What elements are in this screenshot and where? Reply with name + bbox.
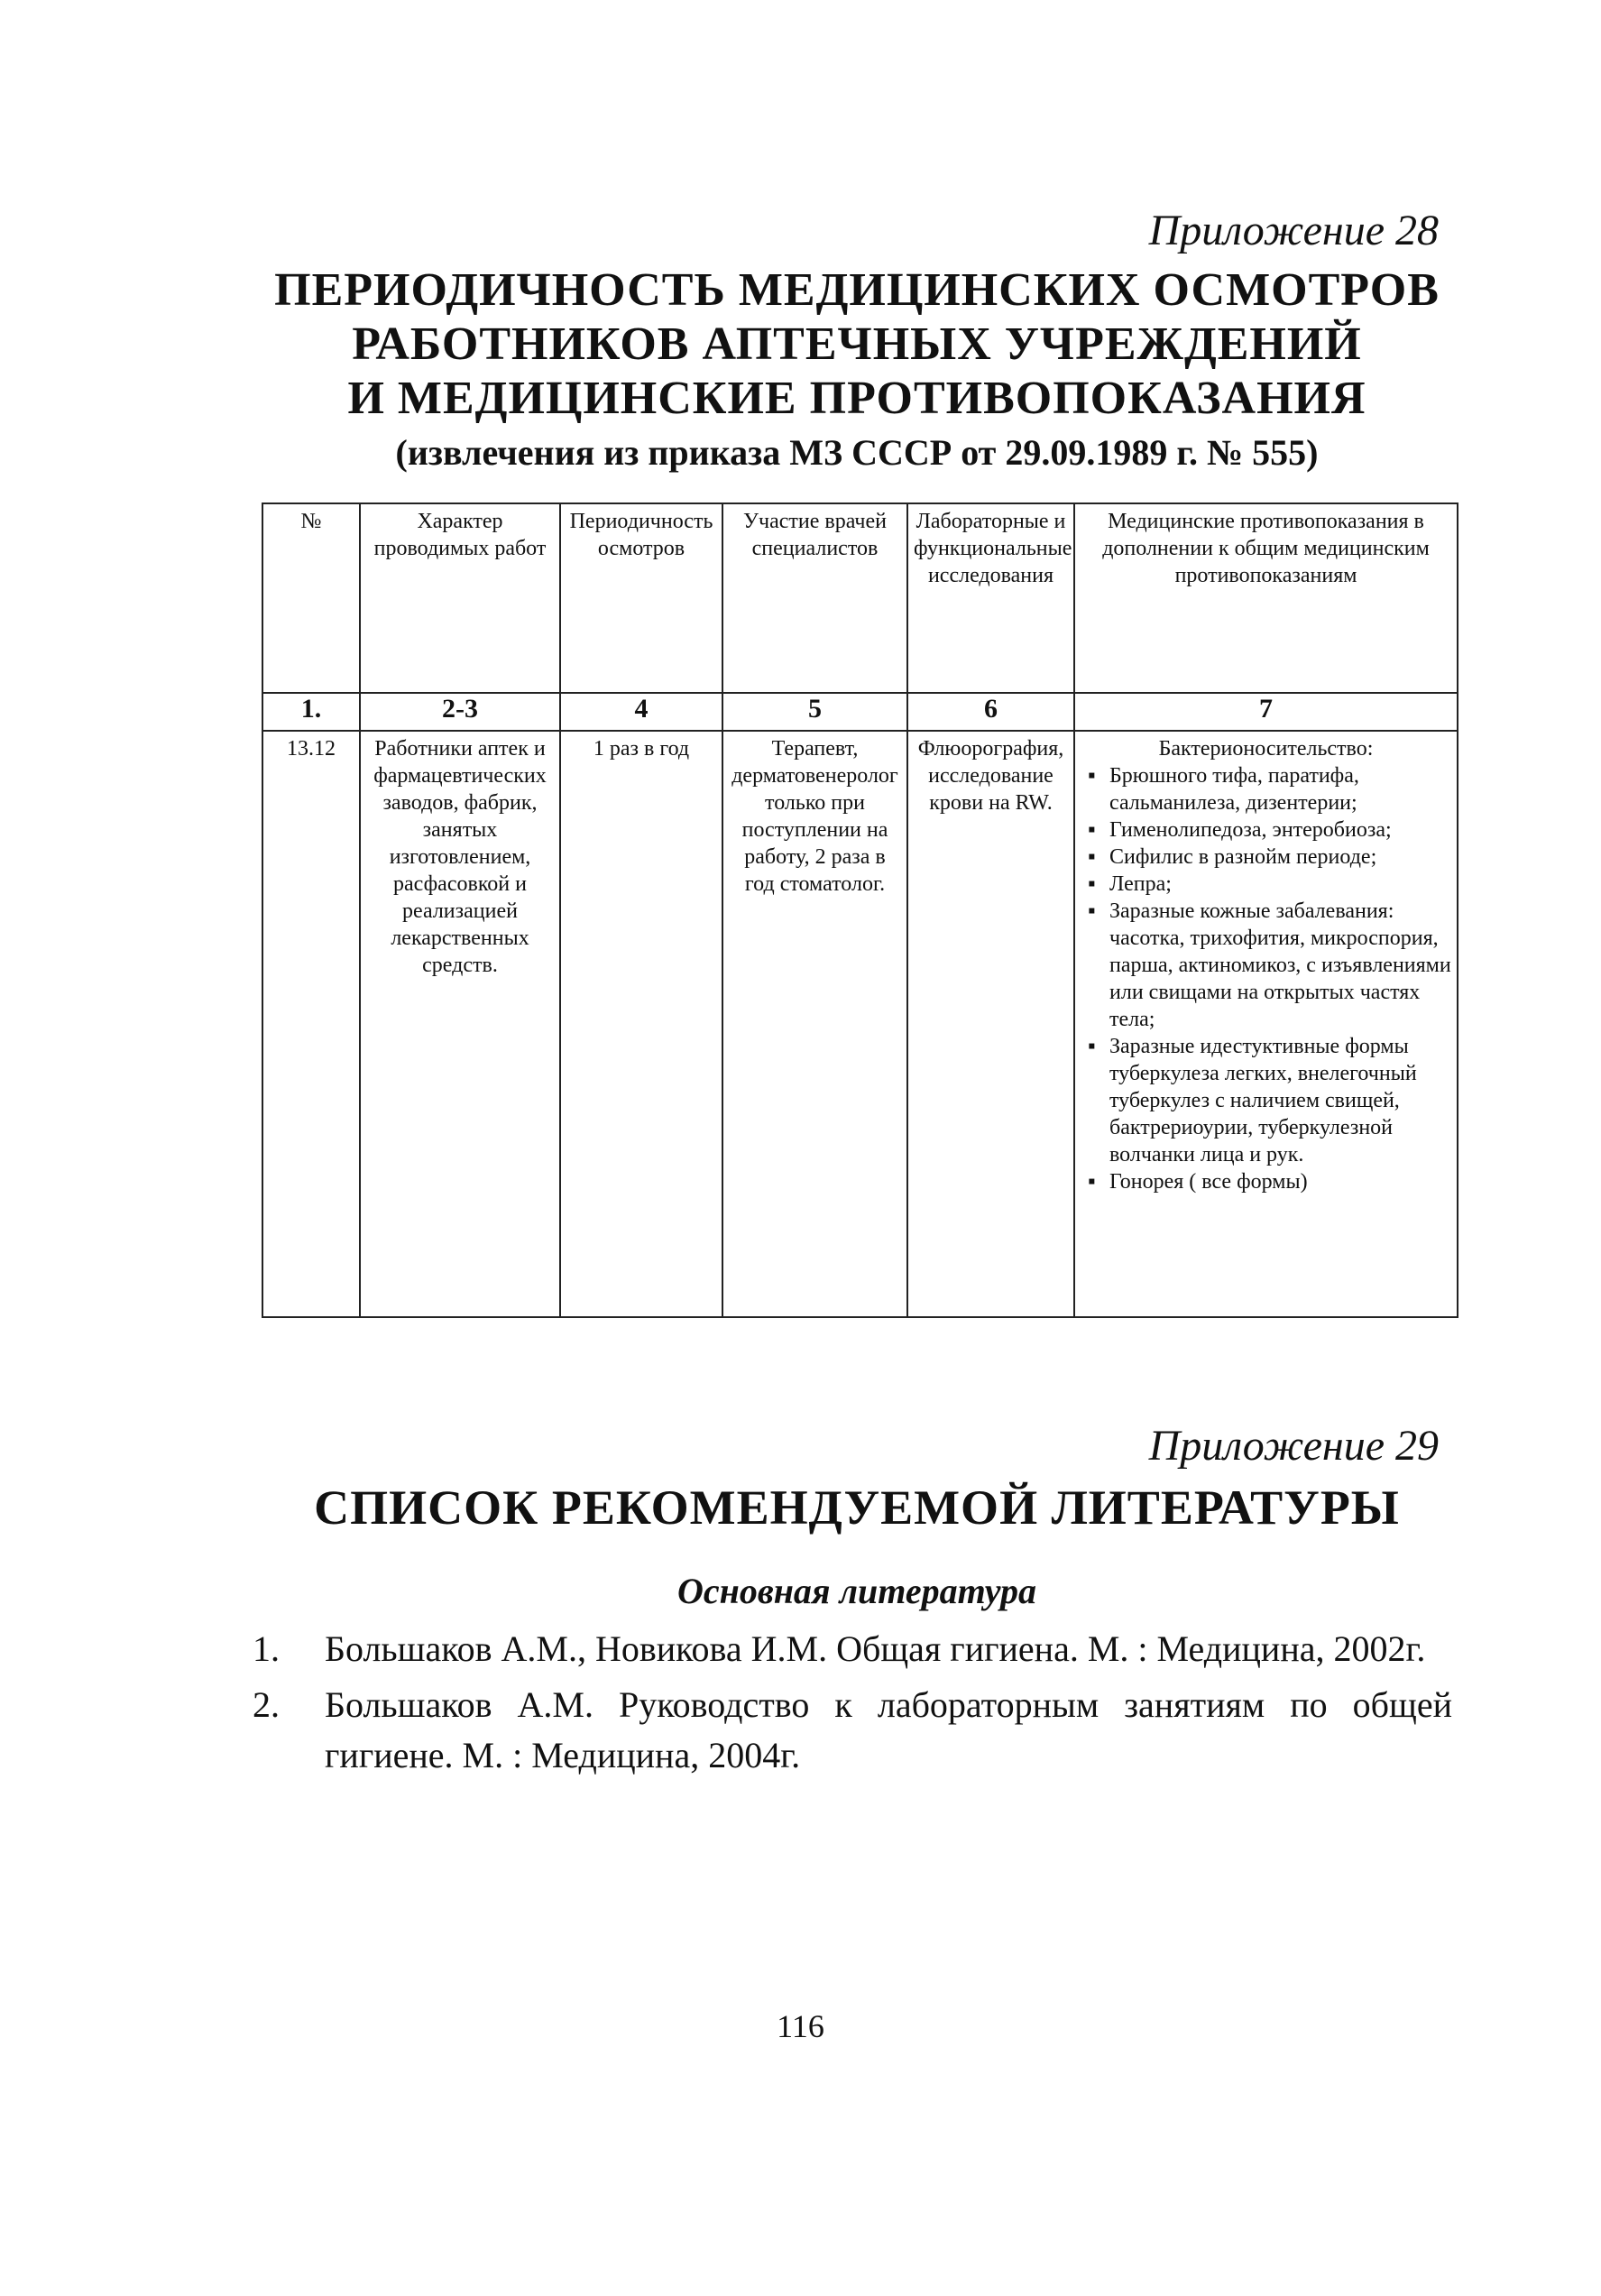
list-item: ▪ Брюшного тифа, паратифа, сальманилеза, дизентерии; — [1086, 762, 1451, 816]
title-line-3: И МЕДИЦИНСКИЕ ПРОТИВОПОКАЗАНИЯ — [347, 373, 1366, 424]
column-number: 7 — [1074, 693, 1458, 731]
list-item: ▪ Сифилис в разнойм периоде; — [1086, 844, 1451, 871]
column-number: 5 — [722, 693, 907, 731]
medical-exam-table — [262, 503, 1458, 1318]
row-number: 13.12 — [262, 731, 360, 1317]
list-item: ▪ Гонорея ( все формы) — [1086, 1168, 1451, 1195]
list-item-text: Большаков А.М., Новикова И.М. Общая гигиена. М. : Медицина, 2002г. — [325, 1628, 1426, 1669]
table-column-numbers-row — [262, 693, 1458, 731]
list-item: ▪ Заразные идестуктивные формы туберкулеза легких, внелегочный туберкулез с наличием свищей, бактрериоурии, туберкулезной волчанки лица и рук. — [1086, 1033, 1451, 1168]
table-header-row — [262, 503, 1458, 693]
column-number: 6 — [907, 693, 1074, 731]
list-item-number: 2. — [253, 1684, 280, 1725]
list-item — [253, 1624, 1452, 1674]
appendix-29-title: СПИСОК РЕКОМЕНДУЕМОЙ ЛИТЕРАТУРЫ — [314, 1480, 1400, 1535]
list-item: ▪ Заразные кожные забалевания: часотка, трихофития, микроспория, парша, актиномикоз, с изъявлениями или свищами на открытых частях тела; — [1086, 898, 1451, 1033]
column-number: 1. — [262, 693, 360, 731]
appendix-28-subtitle: (извлечения из приказа МЗ СССР от 29.09.1989 г. № 555) — [395, 432, 1319, 473]
appendix-28-label: Приложение 28 — [1148, 207, 1439, 254]
header-doctors: Участие врачей специалистов — [722, 503, 907, 693]
header-periodicity: Периодичность осмотров — [560, 503, 722, 693]
appendix-28-title — [262, 263, 1452, 480]
table-row — [262, 731, 1458, 1317]
header-lab: Лабораторные и функциональные исследования — [907, 503, 1074, 693]
list-item: ▪ Гименолипедоза, энтеробиоза; — [1086, 816, 1451, 844]
row-work: Работники аптек и фармацевтических заводов, фабрик, занятых изготовлением, расфасовкой и реализацией лекарственных средств. — [360, 731, 560, 1317]
contraindications-intro: Бактерионосительство: — [1158, 737, 1374, 761]
list-item — [253, 1680, 1452, 1781]
appendix-29-label: Приложение 29 — [1148, 1422, 1439, 1470]
header-work: Характер проводимых работ — [360, 503, 560, 693]
title-line-1: ПЕРИОДИЧНОСТЬ МЕДИЦИНСКИХ ОСМОТРОВ — [274, 264, 1440, 316]
column-number: 2-3 — [360, 693, 560, 731]
header-contraindications: Медицинские противопоказания в дополнении к общим медицинским противопоказаниям — [1074, 503, 1458, 693]
contraindications-list — [1081, 762, 1451, 1195]
literature-section-heading: Основная литература — [677, 1571, 1036, 1611]
list-item: ▪ Лепра; — [1086, 871, 1451, 898]
row-doctors: Терапевт, дерматовенеролог только при поступлении на работу, 2 раза в год стоматолог. — [722, 731, 907, 1317]
row-contraindications — [1074, 731, 1458, 1317]
list-item-text: Большаков А.М. Руководство к лабораторным занятиям по общей гигиене. М. : Медицина, 2004г. — [325, 1684, 1452, 1775]
header-number: № — [262, 503, 360, 693]
list-item-number: 1. — [253, 1628, 280, 1669]
page-number: 116 — [777, 2008, 824, 2044]
row-periodicity: 1 раз в год — [560, 731, 722, 1317]
column-number: 4 — [560, 693, 722, 731]
literature-list — [253, 1624, 1452, 1786]
row-lab: Флюорография, исследование крови на RW. — [907, 731, 1074, 1317]
title-line-2: РАБОТНИКОВ АПТЕЧНЫХ УЧРЕЖДЕНИЙ — [352, 318, 1362, 370]
